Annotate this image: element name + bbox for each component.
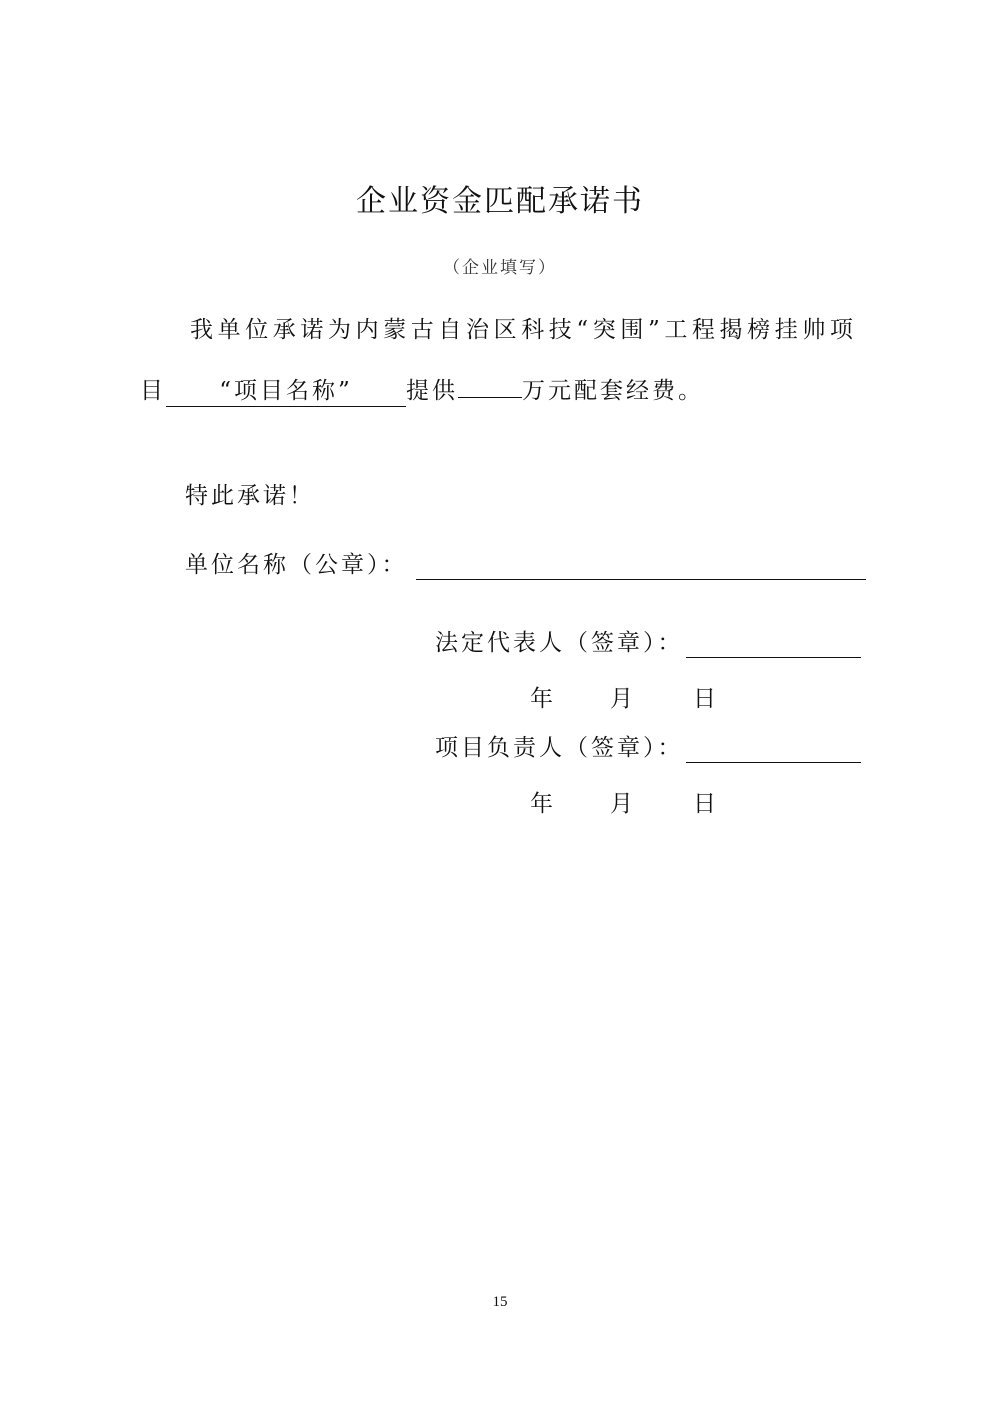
document-subtitle: （企业填写） — [443, 258, 557, 278]
date-day-label: 日 — [693, 686, 716, 712]
funding-amount-field[interactable] — [458, 367, 522, 398]
project-name-field[interactable]: “项目名称” — [166, 376, 406, 407]
project-leader-signature-field[interactable] — [686, 734, 861, 763]
date-year-label: 年 — [530, 791, 553, 817]
page-number: 15 — [492, 1294, 508, 1310]
unit-name-label: 单位名称（公章）： — [185, 552, 408, 578]
line-2-prefix: 目 — [140, 378, 166, 404]
date-day-label: 日 — [693, 791, 716, 817]
legal-representative-signature-field[interactable] — [686, 629, 861, 658]
document-title: 企业资金匹配承诺书 — [356, 184, 644, 219]
date-month-label: 月 — [610, 791, 633, 817]
unit-name-field[interactable] — [416, 551, 866, 580]
date-month-label: 月 — [610, 686, 633, 712]
commitment-text-line-2 — [140, 367, 704, 407]
closing-statement: 特此承诺！ — [185, 483, 315, 509]
commitment-text-line-1: 我单位承诺为内蒙古自治区科技“突围”工程揭榜挂帅项 — [190, 317, 858, 343]
line-2-middle: 提供 — [406, 378, 458, 404]
project-leader-label: 项目负责人（签章）： — [435, 735, 684, 761]
legal-representative-row — [435, 628, 861, 658]
project-leader-row — [435, 733, 861, 763]
date-year-label: 年 — [530, 686, 553, 712]
line-2-suffix: 万元配套经费。 — [522, 378, 704, 404]
legal-representative-label: 法定代表人（签章）： — [435, 630, 684, 656]
unit-name-row — [185, 550, 866, 580]
